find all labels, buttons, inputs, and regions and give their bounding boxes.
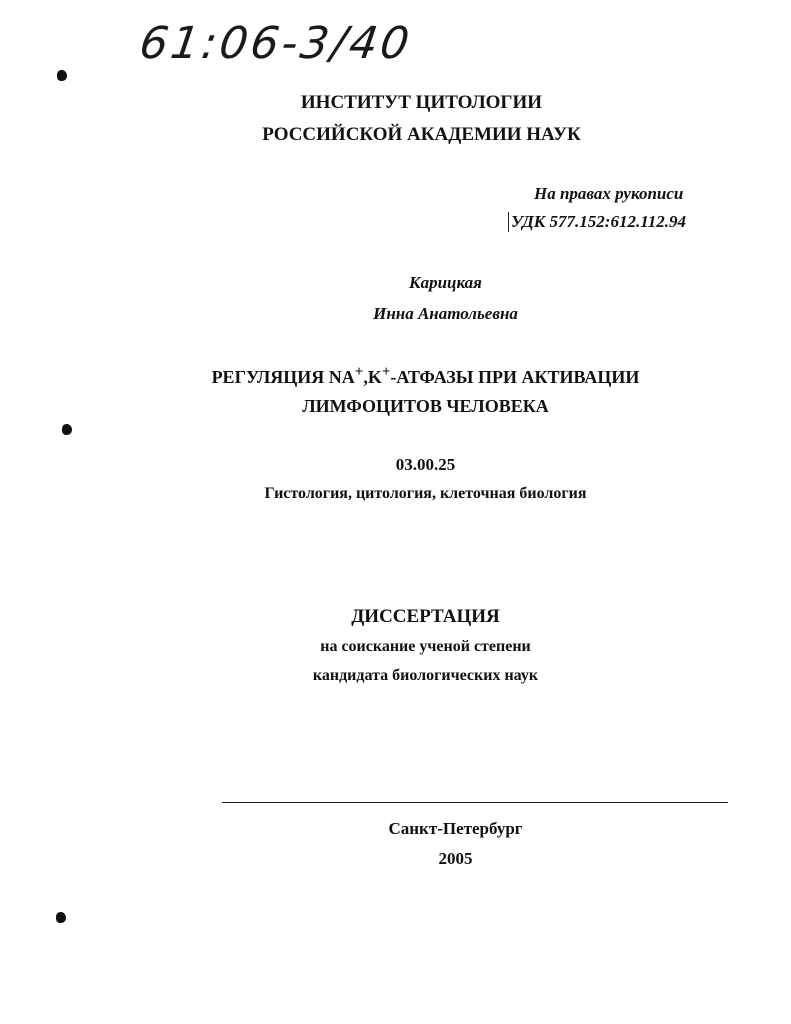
title-sup-1: + [354, 364, 364, 380]
dissertation-title-line-2: ЛИМФОЦИТОВ ЧЕЛОВЕКА [302, 396, 549, 416]
scan-mark-bottom [56, 912, 66, 923]
dissertation-type: ДИССЕРТАЦИЯ [351, 606, 500, 627]
title-sup-2: + [381, 364, 391, 380]
title-part-1: РЕГУЛЯЦИЯ NA [211, 367, 355, 387]
degree-line-1: на соискание ученой степени [320, 638, 531, 655]
specialty-name: Гистология, цитология, клеточная биология [264, 485, 587, 502]
title-part-3: -АТФАЗЫ ПРИ АКТИВАЦИИ [390, 367, 640, 387]
title-part-2: ,K [363, 367, 382, 387]
scan-mark-top [57, 70, 67, 81]
author-name: Инна Анатольевна [373, 304, 518, 323]
institute-line-2: РОССИЙСКОЙ АКАДЕМИИ НАУК [262, 124, 581, 145]
handwritten-archive-code: 61:06-3/40 [136, 18, 416, 69]
author-surname: Карицкая [409, 273, 482, 292]
scan-mark-middle [62, 424, 72, 435]
degree-line-2: кандидата биологических наук [312, 667, 539, 684]
institute-line-1: ИНСТИТУТ ЦИТОЛОГИИ [300, 92, 543, 113]
dissertation-title-line-1 [30, 364, 791, 388]
year: 2005 [438, 849, 473, 868]
place: Санкт-Петербург [388, 819, 523, 838]
divider-line [222, 802, 728, 803]
manuscript-rights: На правах рукописи [534, 184, 684, 203]
specialty-code: 03.00.25 [395, 455, 456, 474]
udk-code: УДК 577.152:612.112.94 [508, 212, 686, 232]
